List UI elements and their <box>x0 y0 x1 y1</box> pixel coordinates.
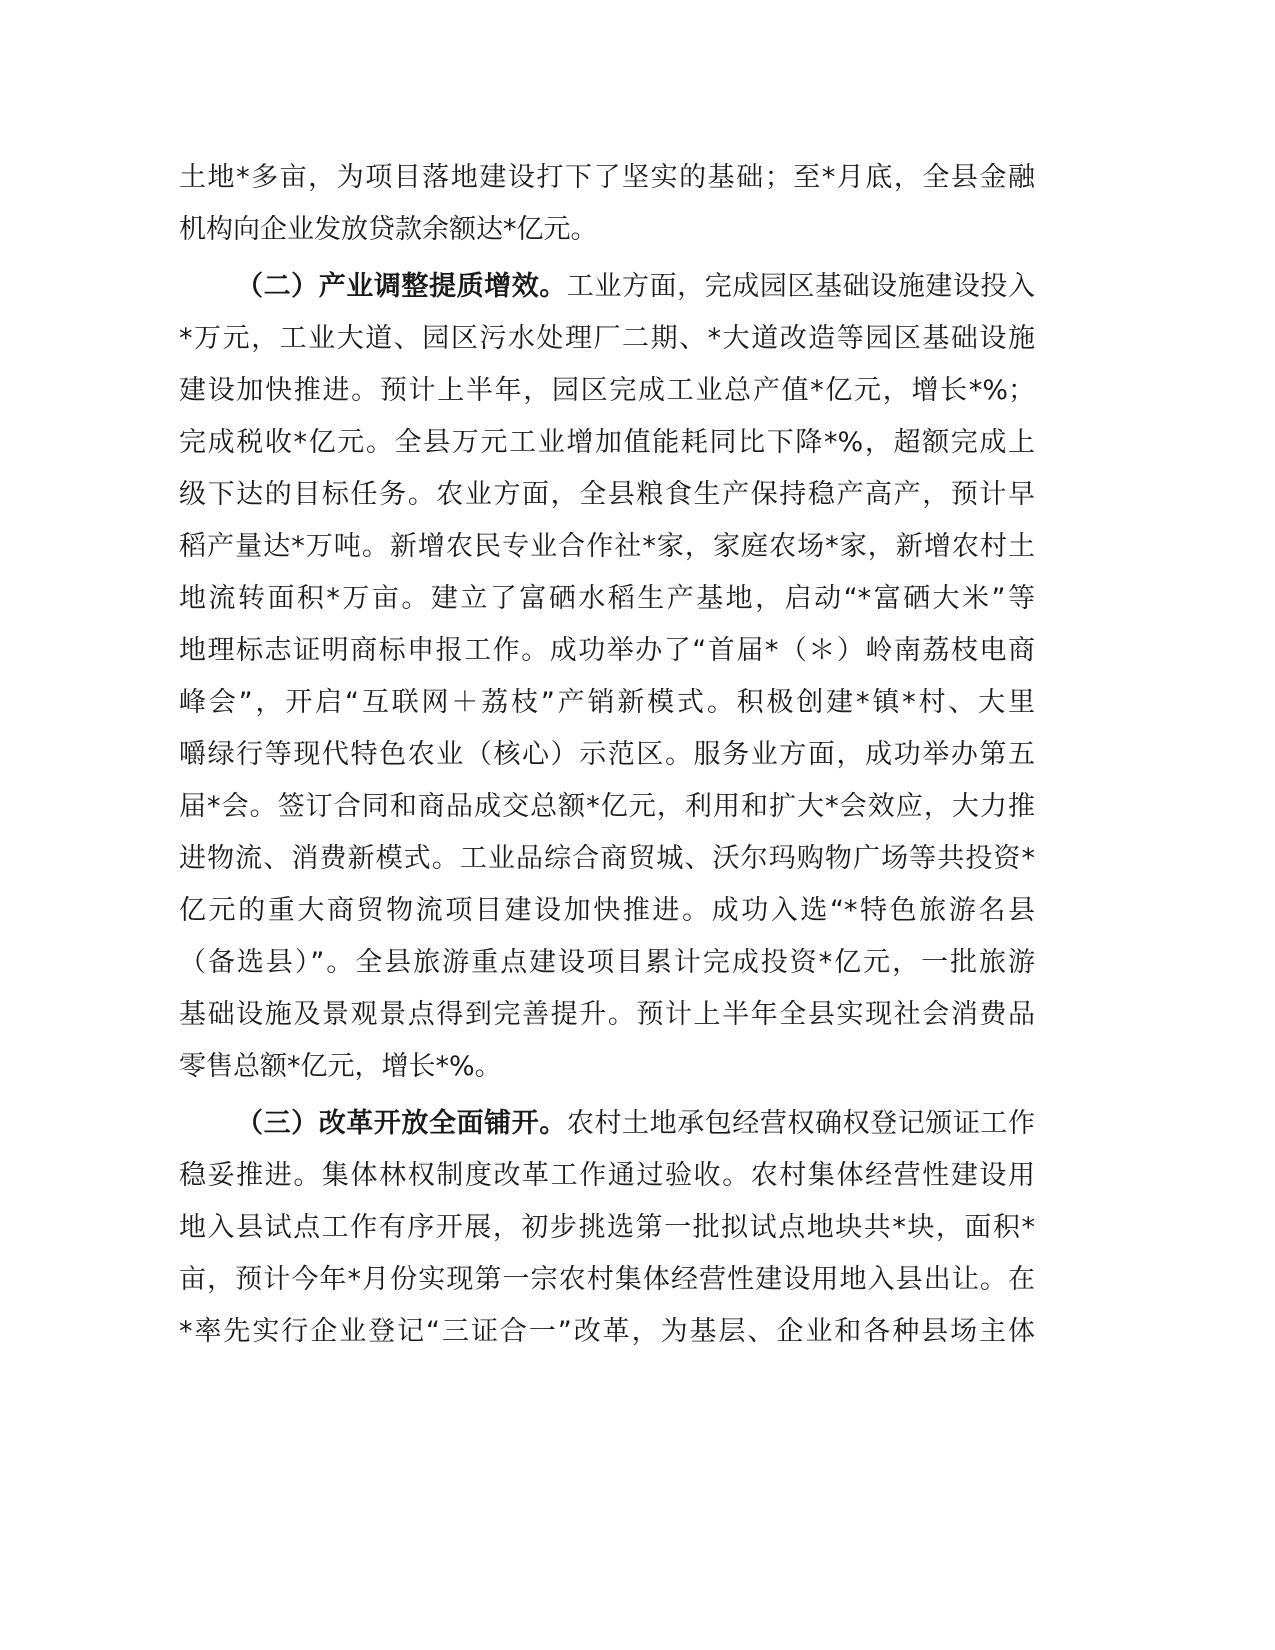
paragraph-line: 地入县试点工作有序开展，初步挑选第一批拟试点地块共*块，面积* <box>179 1212 1035 1243</box>
paragraph-first-line <box>179 261 1035 313</box>
section-heading: （二）产业调整提质增效。 <box>236 271 567 302</box>
paragraph-line: 建设加快推进。预计上半年，园区完成工业总产值*亿元，增长*%； <box>179 375 1035 406</box>
paragraph-line: 稻产量达*万吨。新增农民专业合作社*家，家庭农场*家，新增农村土 <box>179 531 1035 562</box>
paragraph-line: 进物流、消费新模式。工业品综合商贸城、沃尔玛购物广场等共投资* <box>179 843 1035 874</box>
paragraph-first-line <box>179 1098 1035 1150</box>
paragraph-line: 稳妥推进。集体林权制度改革工作通过验收。农村集体经营性建设用 <box>179 1160 1035 1191</box>
paragraph-line: 地流转面积*万亩。建立了富硒水稻生产基地，启动“*富硒大米”等 <box>179 583 1035 614</box>
paragraph-line: （备选县）”。全县旅游重点建设项目累计完成投资*亿元，一批旅游 <box>179 947 1035 978</box>
paragraph-line: 机构向企业发放贷款余额达*亿元。 <box>179 214 598 245</box>
paragraph-line: 嚼绿行等现代特色农业（核心）示范区。服务业方面，成功举办第五 <box>179 739 1035 770</box>
paragraph-2 <box>179 261 1035 1093</box>
paragraph-line: 土地*多亩，为项目落地建设打下了坚实的基础；至*月底，全县金融 <box>179 162 1035 193</box>
paragraph-line: *万元，工业大道、园区污水处理厂二期、*大道改造等园区基础设施 <box>179 323 1035 354</box>
paragraph-text: 工业方面，完成园区基础设施建设投入 <box>566 271 1036 302</box>
paragraph-text: 农村土地承包经营权确权登记颁证工作 <box>566 1108 1036 1139</box>
paragraph-line: 峰会”，开启“互联网＋荔枝”产销新模式。积极创建*镇*村、大里 <box>179 687 1035 718</box>
paragraph-line: 完成税收*亿元。全县万元工业增加值能耗同比下降*%，超额完成上 <box>179 427 1035 458</box>
paragraph-line: *率先实行企业登记“三证合一”改革，为基层、企业和各种县场主体 <box>179 1316 1035 1347</box>
document-body <box>179 152 1035 1358</box>
paragraph-line: 亿元的重大商贸物流项目建设加快推进。成功入选“*特色旅游名县 <box>179 895 1035 926</box>
paragraph-line: 级下达的目标任务。农业方面，全县粮食生产保持稳产高产，预计早 <box>179 479 1035 510</box>
paragraph-line: 地理标志证明商标申报工作。成功举办了“首届*（＊）岭南荔枝电商 <box>179 635 1035 666</box>
paragraph-line: 届*会。签订合同和商品成交总额*亿元，利用和扩大*会效应，大力推 <box>179 791 1035 822</box>
paragraph-1 <box>179 152 1035 256</box>
paragraph-line: 亩，预计今年*月份实现第一宗农村集体经营性建设用地入县出让。在 <box>179 1264 1035 1295</box>
paragraph-3 <box>179 1098 1035 1358</box>
section-heading: （三）改革开放全面铺开。 <box>236 1108 567 1139</box>
paragraph-line: 零售总额*亿元，增长*%。 <box>179 1051 502 1082</box>
paragraph-line: 基础设施及景观景点得到完善提升。预计上半年全县实现社会消费品 <box>179 999 1035 1030</box>
